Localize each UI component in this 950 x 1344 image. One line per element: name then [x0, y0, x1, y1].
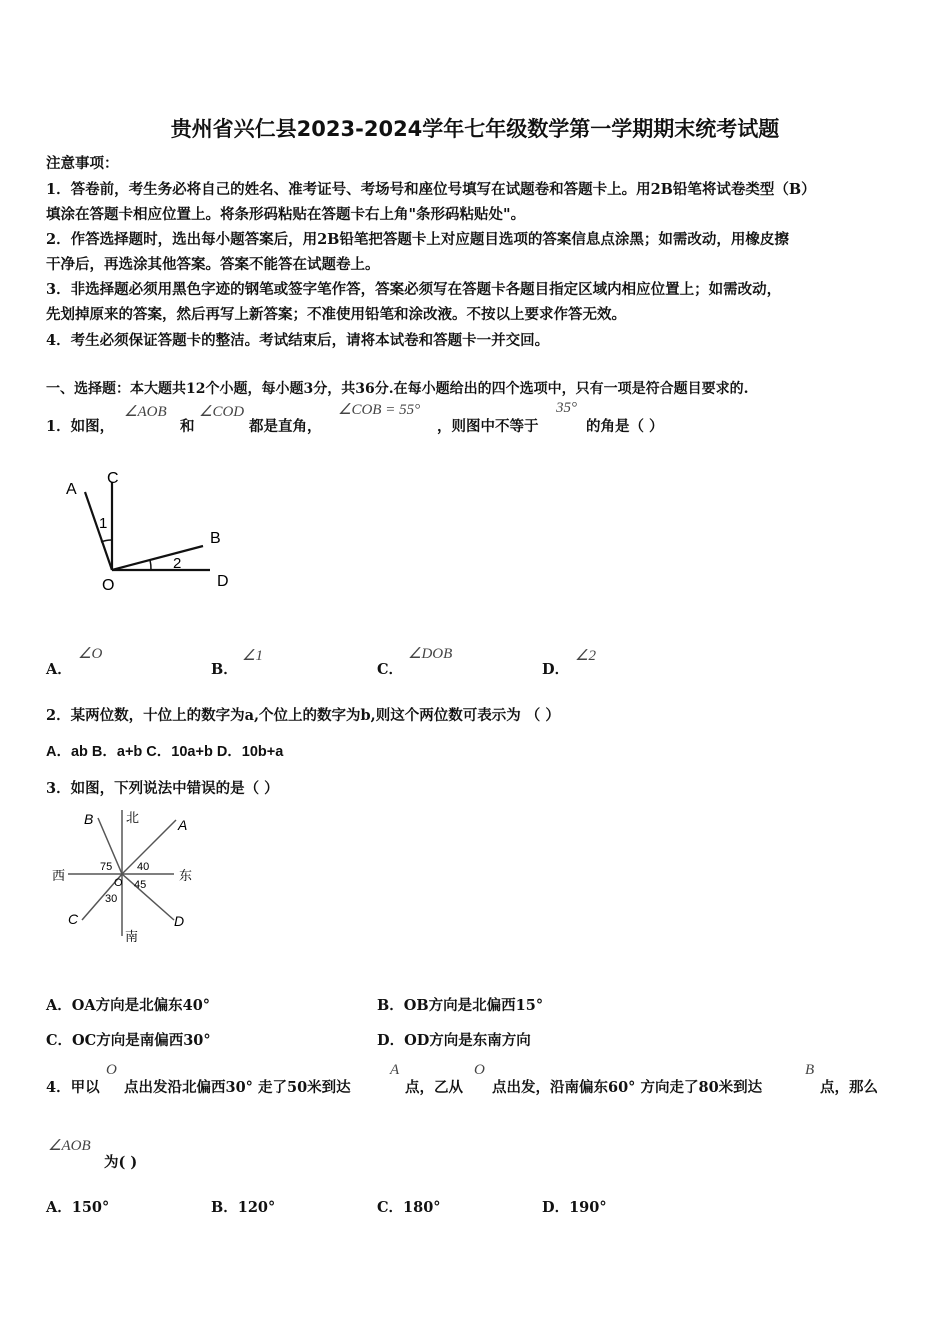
notice-line: 3．非选择题必须用黑色字迹的钢笔或签字笔作答，答案必须写在答题卡各题目指定区域内相应位置上；如需改动， — [46, 281, 782, 298]
q3-option-d: D．OD方向是东南方向 — [377, 1032, 531, 1049]
notice-line: 1．答卷前，考生务必将自己的姓名、准考证号、考场号和座位号填写在试题卷和答题卡上。用2B铅笔将试卷类型（B） — [46, 181, 816, 198]
label-d: D — [174, 913, 185, 929]
label-30: 30 — [105, 893, 118, 905]
q1-text: 的角是（ ） — [586, 418, 664, 435]
q1-math-cod: ∠COD — [199, 404, 245, 420]
q4-option-c: C．180° — [377, 1199, 441, 1216]
notice-line: 填涂在答题卡相应位置上。将条形码粘贴在答题卡右上角"条形码粘贴处"。 — [46, 206, 526, 223]
q1-option-d: ∠2 — [575, 648, 596, 664]
notice-line: 2．作答选择题时，选出每小题答案后，用2B铅笔把答题卡上对应题目选项的答案信息点涂黑；如需改动，用橡皮擦 — [46, 231, 789, 248]
q4-math-o2: O — [474, 1062, 485, 1078]
q1-text: 都是直角， — [249, 418, 322, 435]
q1-option-a-label: A． — [46, 661, 72, 678]
q3-compass-figure — [48, 806, 208, 946]
q4-text: 4．甲以 — [46, 1079, 100, 1096]
label-b: B — [84, 811, 94, 827]
q4-text: 点，乙从 — [405, 1079, 463, 1096]
label-angle1: 1 — [99, 515, 108, 532]
label-45: 45 — [134, 879, 147, 891]
label-40: 40 — [137, 861, 150, 873]
q3-option-b: B．OB方向是北偏西15° — [377, 997, 544, 1014]
notice-line: 先划掉原来的答案，然后再写上新答案；不准使用铅笔和涂改液。不按以上要求作答无效。 — [46, 306, 626, 323]
q2-options: A．ab B．a+b C．10a+b D．10b+a — [46, 744, 284, 760]
q1-figure — [55, 462, 245, 597]
notice-heading: 注意事项： — [46, 155, 119, 172]
section-heading: 一、选择题：本大题共12个小题，每小题3分，共36分.在每小题给出的四个选项中，只有一项是符合题目要求的. — [46, 381, 749, 397]
q4-text: 为( ) — [104, 1154, 138, 1171]
q4-option-d: D．190° — [542, 1199, 607, 1216]
q1-text: 和 — [180, 418, 195, 435]
ray-ob — [112, 546, 203, 570]
q4-option-b: B．120° — [211, 1199, 276, 1216]
notice-line: 干净后，再选涂其他答案。答案不能答在试题卷上。 — [46, 256, 380, 273]
label-west: 西 — [52, 868, 66, 883]
q4-option-a: A．150° — [46, 1199, 110, 1216]
ray-od — [122, 874, 174, 920]
label-75: 75 — [100, 861, 113, 873]
q1-option-c-label: C． — [377, 661, 404, 678]
label-angle2: 2 — [173, 555, 182, 572]
label-c: C — [107, 470, 119, 487]
q4-math-o: O — [106, 1062, 117, 1078]
label-east: 东 — [179, 868, 193, 883]
label-a: A — [178, 817, 188, 833]
q1-option-a: ∠O — [78, 646, 103, 662]
q1-text: ，则图中不等于 — [437, 418, 539, 435]
q1-option-b-label: B． — [211, 661, 238, 678]
q4-math-b: B — [805, 1062, 815, 1078]
page-title: 贵州省兴仁县2023-2024学年七年级数学第一学期期末统考试题 — [170, 117, 780, 141]
label-o: O — [102, 577, 115, 594]
label-d: D — [217, 573, 229, 590]
label-b: B — [210, 530, 221, 547]
q4-math-aob: ∠AOB — [48, 1138, 91, 1154]
q4-text: 点出发沿北偏西30° 走了50米到达 — [124, 1079, 351, 1096]
q1-text: 1．如图， — [46, 418, 115, 435]
label-north: 北 — [126, 810, 140, 825]
q1-math-aob: ∠AOB — [124, 404, 167, 420]
q2-text: 2．某两位数，十位上的数字为a,个位上的数字为b,则这个两位数可表示为 （ ） — [46, 707, 560, 724]
label-a: A — [66, 481, 77, 498]
q3-option-c: C．OC方向是南偏西30° — [46, 1032, 211, 1049]
q4-text: 点出发，沿南偏东60° 方向走了80米到达 — [492, 1079, 763, 1096]
angle2-arc — [150, 560, 151, 570]
q1-option-d-label: D． — [542, 661, 570, 678]
label-south: 南 — [125, 929, 139, 944]
q3-option-a: A．OA方向是北偏东40° — [46, 997, 211, 1014]
q4-text: 点，那么 — [820, 1079, 878, 1096]
label-c: C — [68, 911, 79, 927]
q4-math-a: A — [390, 1062, 400, 1078]
notice-line: 4．考生必须保证答题卡的整洁。考试结束后，请将本试卷和答题卡一并交回。 — [46, 332, 550, 349]
q3-text: 3．如图，下列说法中错误的是（ ） — [46, 780, 279, 797]
q1-option-c: ∠DOB — [408, 646, 453, 662]
q1-math-cob: ∠COB = 55° — [338, 402, 421, 418]
q1-option-b: ∠1 — [242, 648, 263, 664]
q1-math-35: 35° — [556, 400, 577, 416]
label-o: O — [114, 877, 123, 889]
